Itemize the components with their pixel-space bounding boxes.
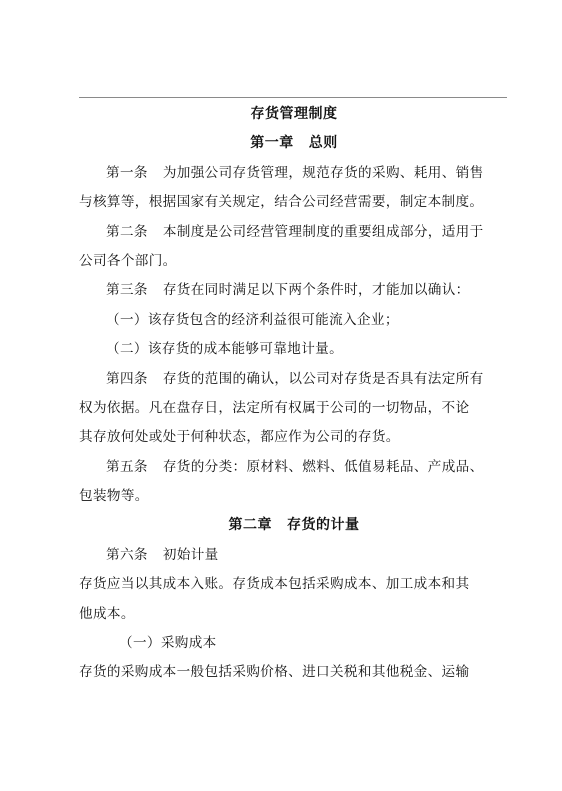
article-4-continuation-1: 权为依据。凡在盘存日，法定所有权属于公司的一切物品，不论 [79,399,470,416]
article-6-label: 第六条 [106,546,148,563]
chapter-2-title: 存货的计量 [287,517,360,534]
article-6-subheading-1: （一）采购成本 [119,635,217,652]
article-4-label: 第四条 [106,370,148,387]
chapter-2-heading [79,511,509,540]
article-2-text: 本制度是公司经营管理制度的重要组成部分，适用于 [162,223,484,240]
article-4-first-line [79,365,509,394]
article-2-continuation: 公司各个部门。 [79,252,177,269]
document-title: 存货管理制度 [250,106,338,122]
article-1-continuation: 与核算等，根据国家有关规定，结合公司经营需要，制定本制度。 [79,194,484,211]
article-3-text: 存货在同时满足以下两个条件时，才能加以确认： [162,282,470,299]
article-2-first-line [79,218,509,247]
article-5-label: 第五条 [106,458,148,475]
document-body [79,100,509,688]
article-1-label: 第一条 [106,164,148,181]
chapter-1-heading [79,129,509,158]
chapter-1-number: 第一章 [250,135,294,152]
article-6-first-line [79,541,509,570]
article-6-body-line-1: 存货应当以其成本入账。存货成本包括采购成本、加工成本和其 [79,576,470,593]
chapter-1-title: 总则 [308,135,338,152]
article-5-text: 存货的分类：原材料、燃料、低值易耗品、产成品、 [162,458,484,475]
article-6-body-line-2: 他成本。 [79,605,135,622]
header-rule [79,97,507,98]
article-3-condition-1: （一）该存货包含的经济利益很可能流入企业； [106,311,399,328]
article-3-condition-2: （二）该存货的成本能够可靠地计量。 [106,341,344,358]
article-6-body-line-3: 存货的采购成本一般包括采购价格、进口关税和其他税金、运输 [79,664,470,681]
article-1-first-line [79,159,509,188]
article-1-text: 为加强公司存货管理，规范存货的采购、耗用、销售 [162,164,484,181]
article-4-continuation-2: 其存放何处或处于何种状态，都应作为公司的存货。 [79,429,400,446]
article-4-text: 存货的范围的确认，以公司对存货是否具有法定所有 [162,370,484,387]
chapter-2-number: 第二章 [228,517,272,534]
article-3-label: 第三条 [106,282,148,299]
article-5-continuation: 包装物等。 [79,488,149,505]
article-3-first-line [79,276,509,305]
article-6-text: 初始计量 [162,546,219,563]
article-5-first-line [79,453,509,482]
article-2-label: 第二条 [106,223,148,240]
